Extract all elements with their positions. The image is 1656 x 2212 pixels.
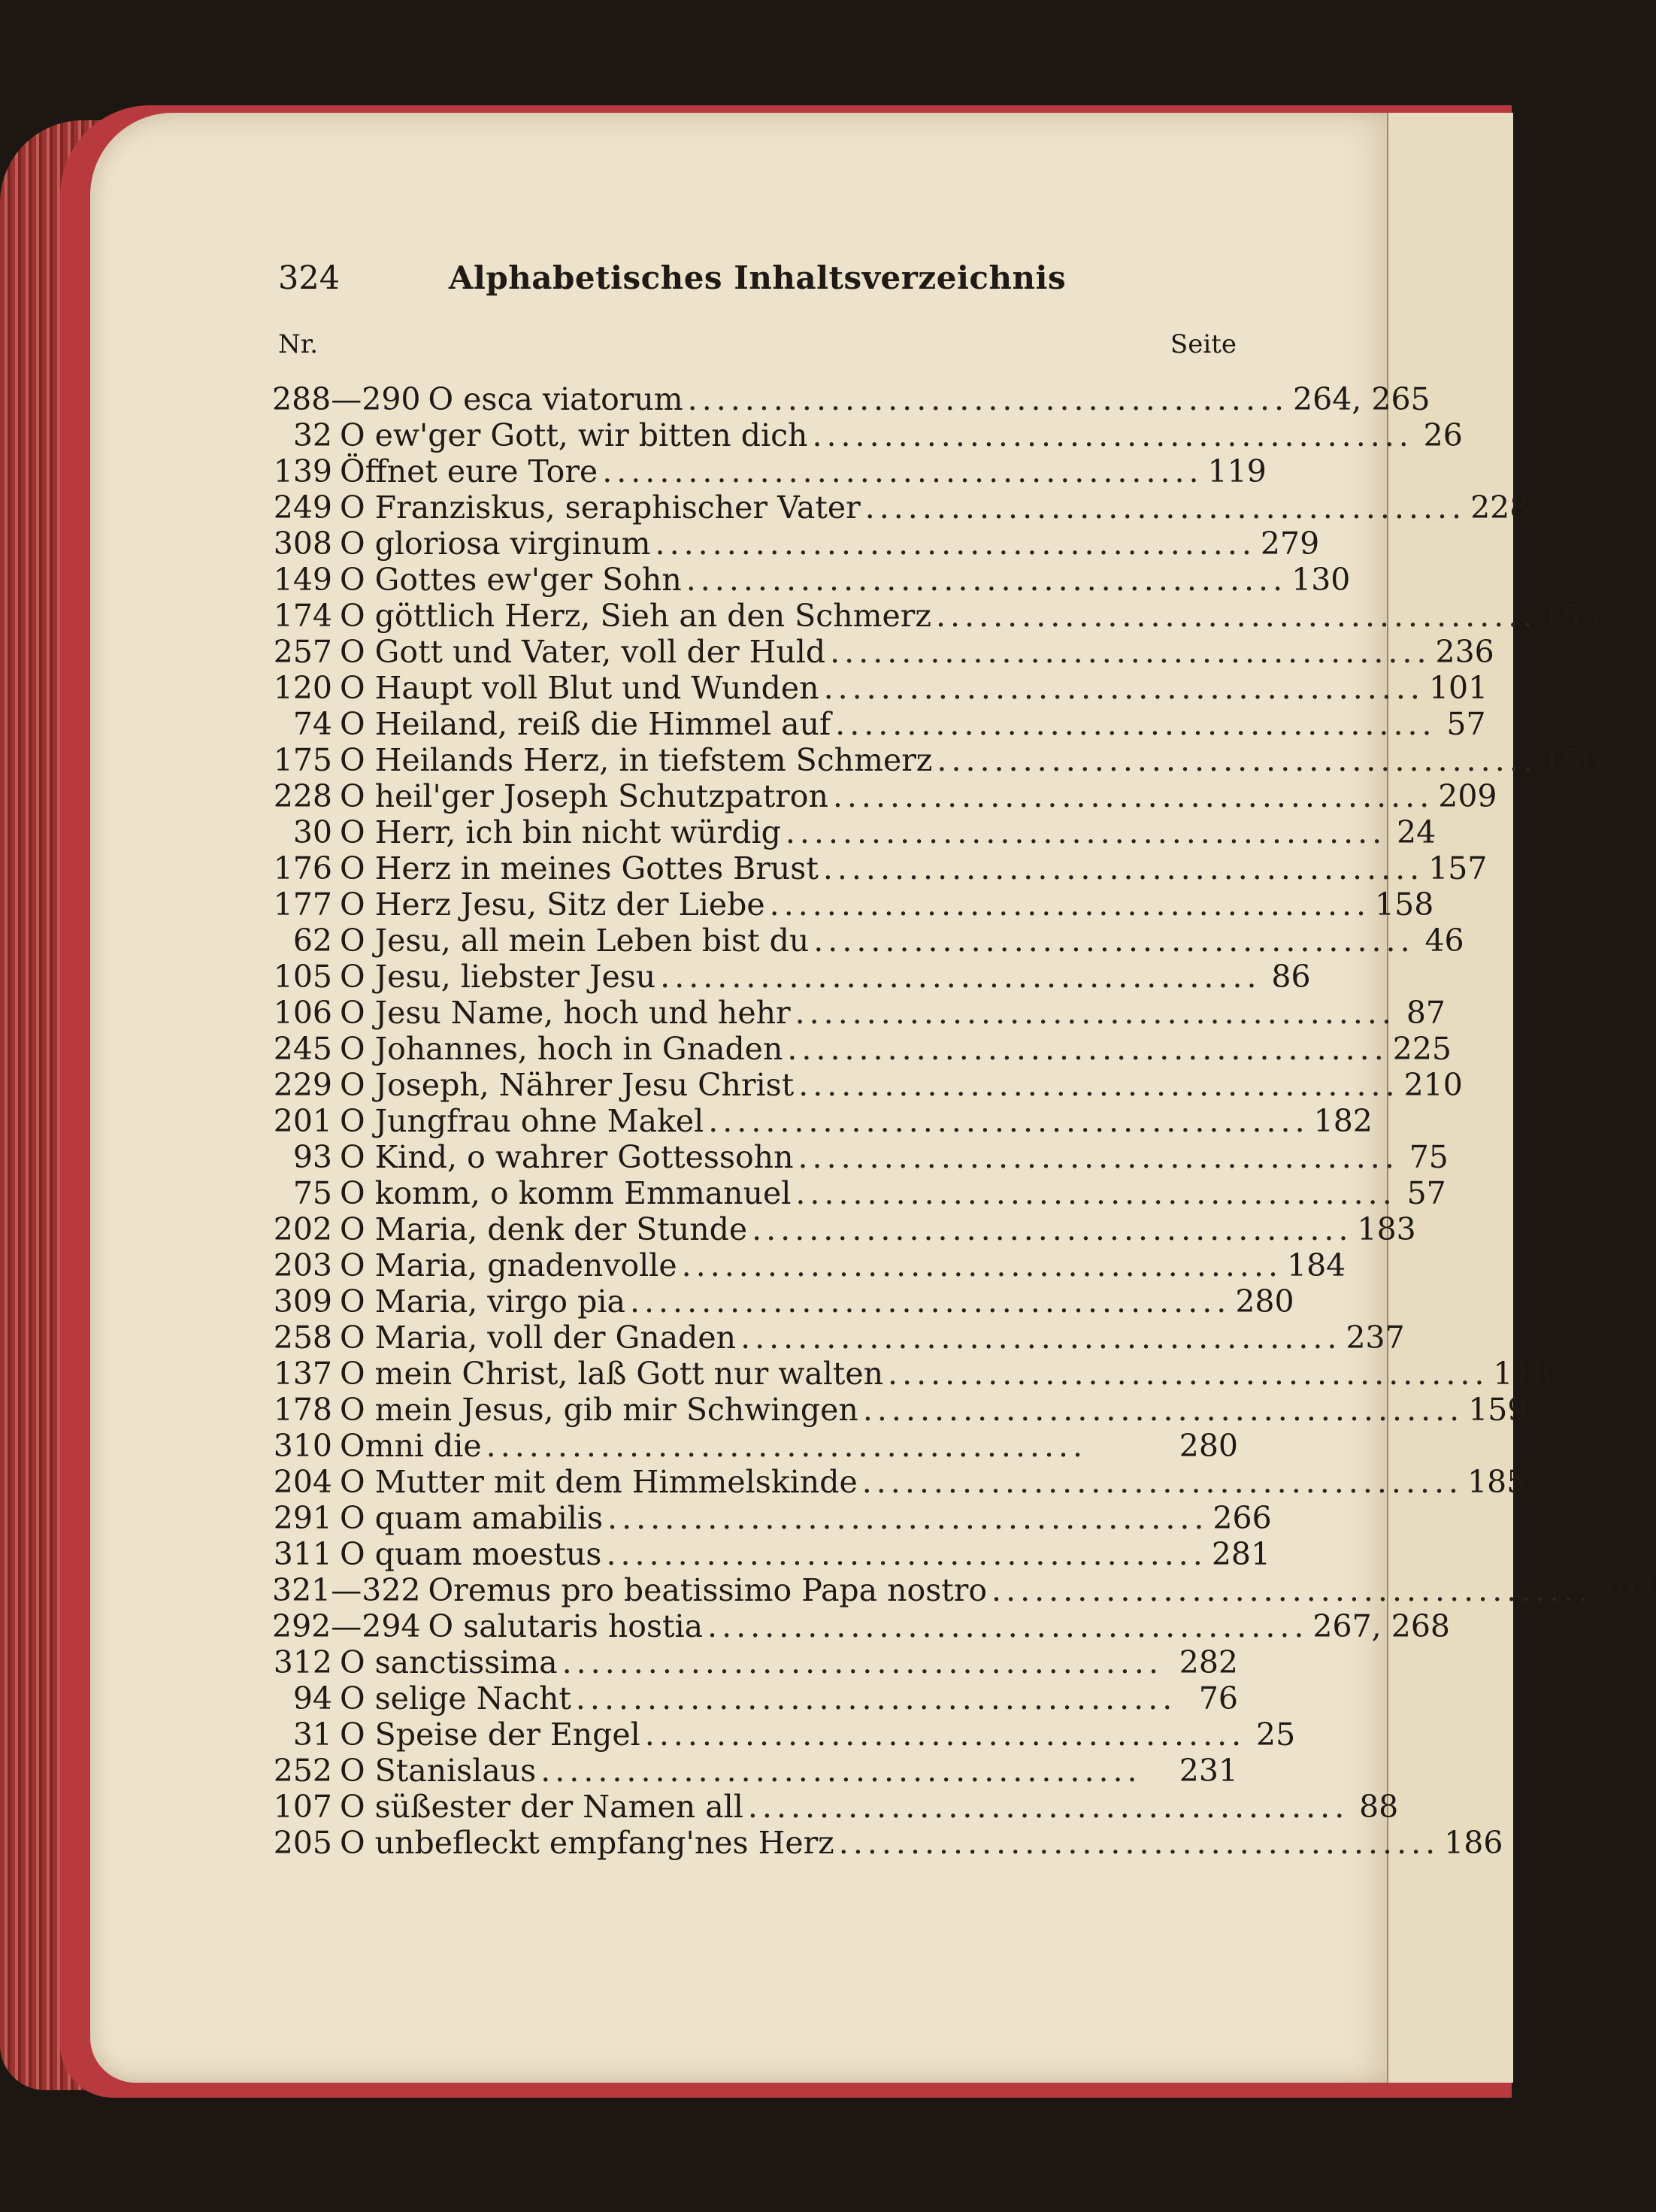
entry-number: 245 <box>273 1031 332 1067</box>
dot-leader: .......................................... <box>937 742 1538 778</box>
running-title: Alphabetisches Inhaltsverzeichnis <box>448 259 1067 296</box>
entry-title: O ew'ger Gott, wir bitten dich <box>340 417 808 453</box>
dot-leader: .......................................... <box>686 562 1288 598</box>
index-entry <box>272 1247 1346 1283</box>
dot-leader: .......................................... <box>752 1211 1353 1247</box>
index-entry <box>272 995 1446 1031</box>
index-entry <box>272 923 1464 959</box>
index-entry <box>272 886 1434 923</box>
entry-title: O Speise der Engel <box>340 1717 640 1753</box>
dot-leader: .......................................... <box>607 1500 1209 1536</box>
entry-page: 228 <box>1470 489 1530 526</box>
index-entry <box>272 706 1486 742</box>
entry-page: 279 <box>1260 526 1320 562</box>
entry-page: 87 <box>1406 995 1446 1031</box>
entry-number: 204 <box>273 1464 332 1500</box>
entry-page: 292 <box>1597 1572 1656 1608</box>
dot-leader: .......................................... <box>832 778 1434 814</box>
index-entry <box>272 489 1530 526</box>
entry-page: 182 <box>1313 1103 1373 1139</box>
entry-number: 308 <box>273 526 332 562</box>
entry-number: 106 <box>273 995 332 1031</box>
index-entry <box>272 1428 1238 1464</box>
dot-leader: .......................................... <box>629 1283 1231 1320</box>
index-entry <box>272 1500 1272 1536</box>
dot-leader: .......................................... <box>562 1644 1163 1680</box>
entry-page: 24 <box>1397 814 1437 850</box>
dot-leader: .......................................... <box>708 1103 1309 1139</box>
entry-page: 75 <box>1409 1139 1449 1175</box>
entry-page: 267, 268 <box>1312 1608 1450 1644</box>
dot-leader: .......................................... <box>795 1175 1397 1211</box>
entry-title: Öffnet eure Tore <box>340 453 598 489</box>
entry-page: 280 <box>1179 1428 1238 1464</box>
page-column-label: Seite <box>1170 329 1237 359</box>
entry-title: O Gottes ew'ger Sohn <box>340 562 682 598</box>
index-entry <box>272 1211 1416 1247</box>
index-entry <box>272 1175 1446 1211</box>
index-entry <box>272 1536 1271 1572</box>
entry-page: 158 <box>1375 886 1434 923</box>
dot-leader: .......................................... <box>740 1320 1342 1356</box>
entry-number: 62 <box>292 923 332 959</box>
entry-title: O süßester der Namen all <box>340 1789 743 1825</box>
entry-page: 209 <box>1438 778 1497 814</box>
dot-leader: .......................................... <box>747 1789 1349 1825</box>
index-entry <box>272 562 1351 598</box>
entry-page: 76 <box>1198 1680 1238 1717</box>
entry-title: O Stanislaus <box>340 1753 537 1789</box>
entry-title: O komm, o komm Emmanuel <box>340 1175 792 1211</box>
dot-leader: .......................................... <box>787 1031 1388 1067</box>
entry-title: O Jungfrau ohne Makel <box>340 1103 704 1139</box>
entry-number: 175 <box>273 742 332 778</box>
entry-number: 30 <box>292 814 332 850</box>
entry-number: 291 <box>273 1500 332 1536</box>
dot-leader: .......................................... <box>575 1680 1177 1717</box>
entry-number: 249 <box>273 489 332 526</box>
index-entry <box>272 1789 1399 1825</box>
entry-title: O Jesu, all mein Leben bist du <box>340 923 810 959</box>
dot-leader: .......................................... <box>835 706 1437 742</box>
number-column-label: Nr. <box>278 329 319 359</box>
index-entry <box>272 1717 1296 1753</box>
index-entry <box>272 598 1600 634</box>
entry-page: 184 <box>1287 1247 1346 1283</box>
entry-number: 137 <box>273 1356 332 1392</box>
dot-leader: .......................................... <box>660 959 1261 995</box>
index-entry <box>272 1572 1656 1608</box>
index-list <box>272 381 1656 1861</box>
dot-leader: .......................................... <box>864 489 1467 526</box>
entry-number: 120 <box>273 670 332 706</box>
dot-leader: .......................................... <box>795 995 1396 1031</box>
entry-page: 155 <box>1541 598 1600 634</box>
entry-title: Oremus pro beatissimo Papa nostro <box>428 1572 988 1608</box>
entry-title: O gloriosa virginum <box>340 526 651 562</box>
dot-leader: .......................................... <box>681 1247 1283 1283</box>
entry-number: 105 <box>273 959 332 995</box>
index-entry <box>272 1464 1527 1500</box>
entry-title: O Gott und Vater, voll der Huld <box>340 634 826 670</box>
entry-title: O sanctissima <box>340 1644 558 1680</box>
entry-page: 119 <box>1207 453 1267 489</box>
entry-number: 309 <box>273 1283 332 1320</box>
dot-leader: .......................................... <box>785 814 1387 850</box>
entry-number: 292—294 <box>272 1608 421 1644</box>
entry-page: 159 <box>1468 1392 1527 1428</box>
entry-page: 183 <box>1357 1211 1416 1247</box>
index-entry <box>272 1392 1527 1428</box>
entry-number: 203 <box>273 1247 332 1283</box>
entry-title: O Herr, ich bin nicht würdig <box>340 814 781 850</box>
dot-leader: .......................................... <box>769 886 1371 923</box>
dot-leader: .......................................... <box>606 1536 1207 1572</box>
dot-leader: .......................................... <box>823 670 1424 706</box>
dot-leader: .......................................... <box>644 1717 1246 1753</box>
entry-number: 201 <box>273 1103 332 1139</box>
entry-number: 149 <box>273 562 332 598</box>
entry-title: O Maria, gnadenvolle <box>340 1247 677 1283</box>
entry-title: O Haupt voll Blut und Wunden <box>340 670 819 706</box>
dot-leader: .......................................... <box>602 453 1203 489</box>
index-entry <box>272 1067 1463 1103</box>
dot-leader: .......................................... <box>707 1608 1309 1644</box>
entry-title: O unbefleckt empfang'nes Herz <box>340 1825 834 1861</box>
dot-leader: .......................................... <box>888 1356 1489 1392</box>
entry-number: 74 <box>292 706 332 742</box>
dot-leader: .......................................... <box>798 1067 1400 1103</box>
entry-title: O Joseph, Nährer Jesu Christ <box>340 1067 795 1103</box>
entry-title: O Kind, o wahrer Gottessohn <box>340 1139 794 1175</box>
entry-number: 258 <box>273 1320 332 1356</box>
entry-number: 75 <box>292 1175 332 1211</box>
entry-number: 228 <box>273 778 332 814</box>
entry-title: O mein Christ, laß Gott nur walten <box>340 1356 884 1392</box>
entry-page: 185 <box>1467 1464 1527 1500</box>
entry-page: 281 <box>1211 1536 1271 1572</box>
entry-title: O Mutter mit dem Himmelskinde <box>340 1464 858 1500</box>
entry-title: O Maria, denk der Stunde <box>340 1211 748 1247</box>
index-entry <box>272 814 1437 850</box>
entry-page: 101 <box>1428 670 1488 706</box>
page-number: 324 <box>278 259 341 297</box>
entry-number: 176 <box>273 850 332 886</box>
entry-number: 252 <box>273 1753 332 1789</box>
entry-number: 205 <box>273 1825 332 1861</box>
entry-title: O Jesu, liebster Jesu <box>340 959 656 995</box>
index-entry <box>272 1644 1238 1680</box>
index-entry <box>272 526 1320 562</box>
entry-number: 139 <box>273 453 332 489</box>
entry-number: 202 <box>273 1211 332 1247</box>
entry-number: 107 <box>273 1789 332 1825</box>
entry-page: 156 <box>1542 742 1602 778</box>
dot-leader: .......................................... <box>838 1825 1440 1861</box>
index-entry <box>272 1103 1373 1139</box>
dot-leader: .......................................... <box>655 526 1256 562</box>
index-entry <box>272 959 1311 995</box>
entry-page: 186 <box>1444 1825 1503 1861</box>
entry-title: O quam moestus <box>340 1536 602 1572</box>
index-entry <box>272 1283 1294 1320</box>
entry-page: 231 <box>1179 1753 1238 1789</box>
dot-leader: .......................................... <box>687 381 1289 417</box>
entry-page: 57 <box>1406 1175 1446 1211</box>
entry-title: O göttlich Herz, Sieh an den Schmerz <box>340 598 931 634</box>
index-entry <box>272 1825 1503 1861</box>
dot-leader: .......................................... <box>935 598 1537 634</box>
entry-number: 312 <box>273 1644 332 1680</box>
entry-title: O Heiland, reiß die Himmel auf <box>340 706 831 742</box>
entry-title: O Maria, virgo pia <box>340 1283 625 1320</box>
entry-page: 157 <box>1428 850 1488 886</box>
entry-title: Omni die <box>340 1428 482 1464</box>
entry-number: 321—322 <box>272 1572 421 1608</box>
index-entry <box>272 1031 1452 1067</box>
entry-page: 236 <box>1435 634 1494 670</box>
entry-title: O heil'ger Joseph Schutzpatron <box>340 778 828 814</box>
entry-number: 31 <box>292 1717 332 1753</box>
index-entry <box>272 1608 1450 1644</box>
dot-leader: .......................................... <box>486 1428 1088 1464</box>
dot-leader: .......................................... <box>830 634 1431 670</box>
entry-title: O mein Jesus, gib mir Schwingen <box>340 1392 858 1428</box>
entry-page: 88 <box>1359 1789 1399 1825</box>
index-entry <box>272 1320 1405 1356</box>
entry-page: 118 <box>1493 1356 1552 1392</box>
index-entry <box>272 670 1488 706</box>
entry-title: O Heilands Herz, in tiefstem Schmerz <box>340 742 933 778</box>
entry-number: 177 <box>273 886 332 923</box>
index-entry <box>272 381 1430 417</box>
entry-page: 237 <box>1346 1320 1405 1356</box>
index-entry <box>272 850 1488 886</box>
entry-number: 32 <box>292 417 332 453</box>
entry-page: 57 <box>1446 706 1486 742</box>
entry-title: O Herz in meines Gottes Brust <box>340 850 819 886</box>
entry-number: 178 <box>273 1392 332 1428</box>
entry-title: O Herz Jesu, Sitz der Liebe <box>340 886 765 923</box>
entry-title: O salutaris hostia <box>428 1608 704 1644</box>
entry-title: O Johannes, hoch in Gnaden <box>340 1031 783 1067</box>
dot-leader: .......................................... <box>861 1464 1464 1500</box>
index-entry <box>272 1139 1449 1175</box>
entry-number: 174 <box>273 598 332 634</box>
entry-page: 280 <box>1235 1283 1294 1320</box>
entry-page: 264, 265 <box>1293 381 1430 417</box>
index-entry <box>272 1680 1238 1717</box>
dot-leader: .......................................... <box>862 1392 1464 1428</box>
entry-title: O Jesu Name, hoch und hehr <box>340 995 791 1031</box>
dot-leader: .......................................... <box>540 1753 1142 1789</box>
index-entry <box>272 417 1463 453</box>
entry-title: O Franziskus, seraphischer Vater <box>340 489 861 526</box>
dot-leader: .......................................... <box>812 417 1413 453</box>
entry-title: O esca viatorum <box>428 381 683 417</box>
dot-leader: .......................................... <box>991 1572 1593 1608</box>
index-entry <box>272 778 1497 814</box>
entry-number: 288—290 <box>272 381 421 417</box>
entry-page: 25 <box>1256 1717 1296 1753</box>
index-entry <box>272 453 1267 489</box>
entry-page: 266 <box>1212 1500 1272 1536</box>
entry-page: 210 <box>1403 1067 1463 1103</box>
index-entry <box>272 1753 1238 1789</box>
entry-title: O selige Nacht <box>340 1680 571 1717</box>
entry-number: 257 <box>273 634 332 670</box>
dot-leader: .......................................... <box>822 850 1424 886</box>
dot-leader: .......................................... <box>813 923 1415 959</box>
entry-number: 310 <box>273 1428 332 1464</box>
index-entry <box>272 634 1494 670</box>
entry-page: 26 <box>1423 417 1463 453</box>
entry-number: 311 <box>273 1536 332 1572</box>
index-entry <box>272 1356 1552 1392</box>
dot-leader: .......................................... <box>798 1139 1399 1175</box>
entry-page: 225 <box>1392 1031 1452 1067</box>
index-entry <box>272 742 1602 778</box>
column-headings <box>278 329 1237 362</box>
entry-number: 229 <box>273 1067 332 1103</box>
entry-page: 86 <box>1271 959 1311 995</box>
entry-number: 93 <box>292 1139 332 1175</box>
entry-title: O quam amabilis <box>340 1500 604 1536</box>
entry-page: 130 <box>1291 562 1351 598</box>
entry-page: 282 <box>1179 1644 1238 1680</box>
entry-page: 46 <box>1424 923 1464 959</box>
page-header <box>278 259 1237 305</box>
entry-number: 94 <box>292 1680 332 1717</box>
entry-title: O Maria, voll der Gnaden <box>340 1320 737 1356</box>
